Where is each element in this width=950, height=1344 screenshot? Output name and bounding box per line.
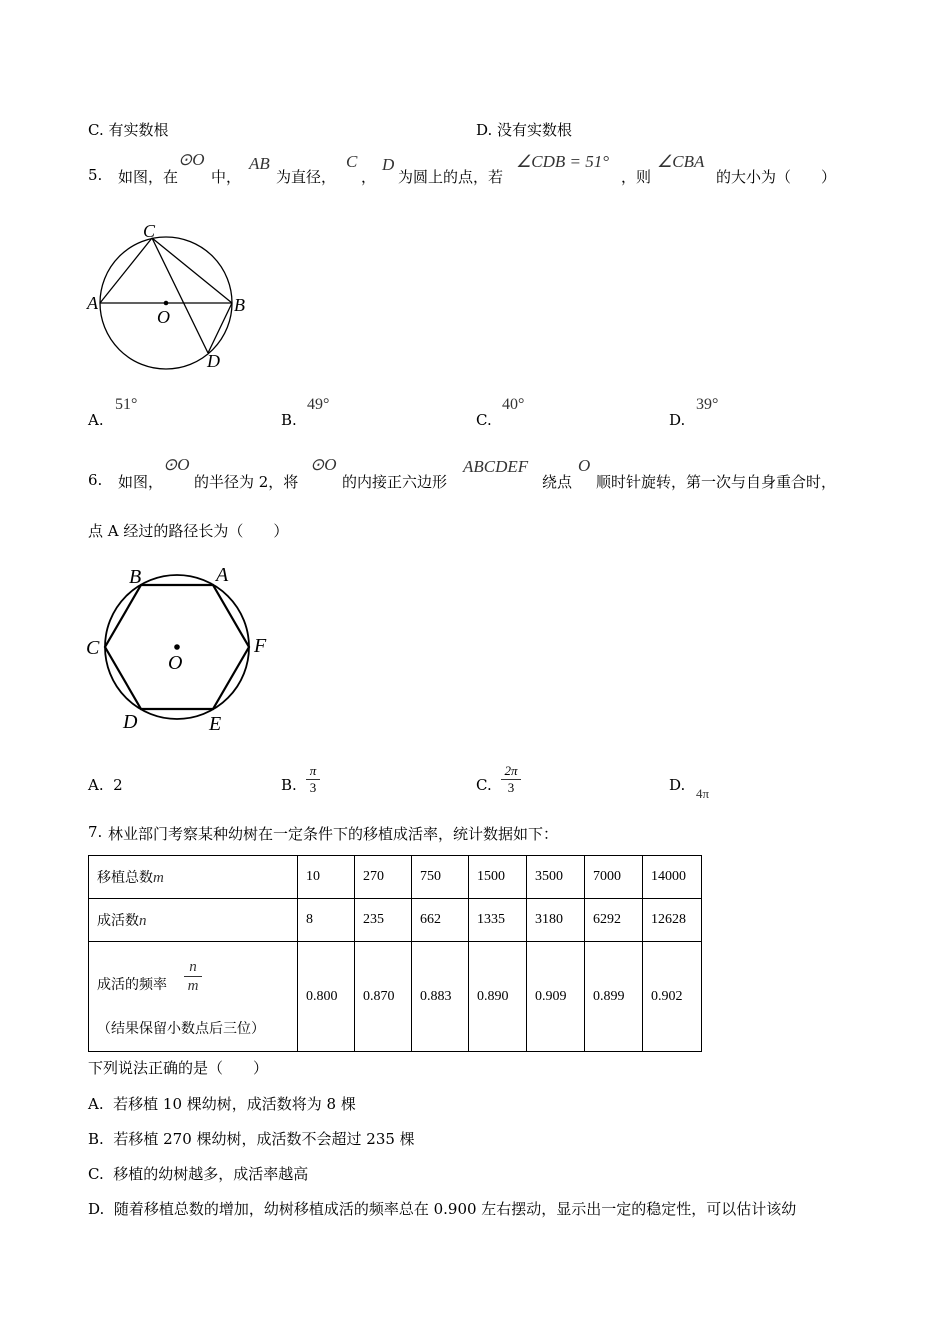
q6-label-b: B — [129, 566, 142, 588]
q5-ab: AB — [249, 154, 270, 173]
table-cell: 0.902 — [643, 942, 702, 1052]
table-cell: 0.800 — [298, 942, 355, 1052]
row-label: 成活的频率 — [97, 976, 167, 993]
q5-option-a-value: 51° — [115, 396, 138, 413]
q7-option-c — [88, 1163, 308, 1184]
option-text: 随着移植总数的增加，幼树移植成活的频率总在 0.900 左右摆动，显示出一定的稳定性，可以估计该幼 — [113, 1200, 797, 1218]
q6-hexagon-name: ABCDEF — [463, 457, 529, 476]
q6-circle-o: ⊙O — [163, 455, 190, 474]
q6-hexagon-figure — [80, 560, 280, 740]
q6-option-a — [88, 776, 123, 794]
table-cell: 12628 — [643, 899, 702, 942]
q6-text-line2: 点 A 经过的路径长为（ ） — [88, 522, 289, 540]
q5-segment-cd — [152, 238, 208, 353]
q5-d: D — [382, 155, 395, 174]
fraction-denominator: m — [187, 977, 199, 994]
table-cell: 750 — [412, 856, 469, 899]
q5-option-a-label: A. — [88, 411, 104, 429]
q6-label-o: O — [168, 652, 183, 674]
q6-option-d-label: D. — [669, 776, 686, 794]
q6-circle-o-2: ⊙O — [310, 455, 337, 474]
q6-text-2: 的半径为 2，将 — [194, 473, 299, 491]
q7-question: 下列说法正确的是（ ） — [88, 1059, 269, 1077]
q5-center-point — [164, 301, 169, 306]
q7-option-a — [88, 1093, 356, 1114]
option-label: D. — [88, 1200, 105, 1218]
q6-label-f: F — [254, 635, 267, 657]
q6-label-c: C — [86, 637, 100, 659]
q5-text-1: 如图，在 — [118, 168, 179, 186]
table-header-cell — [89, 942, 298, 1052]
q5-segment-ac — [100, 238, 152, 303]
q5-label-d: D — [207, 351, 220, 371]
row-label: 移植总数 — [97, 870, 153, 886]
option-text: 有实数根 — [108, 121, 169, 139]
fraction-numerator: 2π — [504, 763, 518, 778]
q6-text-3: 的内接正六边形 — [342, 473, 448, 491]
q5-option-d-value: 39° — [696, 396, 719, 413]
option-label: B. — [88, 1130, 104, 1148]
q5-text-2: 中， — [211, 168, 242, 186]
q5-text-6: ，则 — [621, 168, 652, 186]
table-cell: 270 — [355, 856, 412, 899]
q5-option-d-label: D. — [669, 411, 686, 429]
row-note: （结果保留小数点后三位） — [97, 1020, 265, 1037]
fraction-numerator: n — [189, 958, 197, 975]
table-cell: 14000 — [643, 856, 702, 899]
q7-option-b — [88, 1128, 415, 1149]
option-label: A. — [88, 1095, 104, 1113]
table-cell: 0.870 — [355, 942, 412, 1052]
q5-number: 5. — [88, 166, 103, 184]
option-text: 移植的幼树越多，成活率越高 — [113, 1165, 309, 1183]
table-cell: 0.899 — [585, 942, 643, 1052]
q4-option-c — [88, 119, 169, 140]
table-cell: 8 — [298, 899, 355, 942]
q5-circle-figure — [80, 215, 260, 375]
table-cell: 0.883 — [412, 942, 469, 1052]
table-cell: 3500 — [527, 856, 585, 899]
q4-option-d — [476, 119, 572, 140]
q5-label-c: C — [143, 221, 156, 241]
q5-option-c-value: 40° — [502, 396, 525, 413]
q6-option-d-value: 4π — [696, 786, 710, 801]
table-cell: 235 — [355, 899, 412, 942]
q6-center-point — [174, 644, 180, 650]
row-variable: n — [139, 913, 147, 929]
option-value: 2 — [113, 776, 123, 794]
q5-condition: ∠CDB = 51° — [516, 152, 610, 171]
row-label: 成活数 — [97, 913, 139, 929]
option-label: A. — [88, 776, 104, 794]
table-row — [89, 856, 702, 899]
frequency-label — [97, 956, 297, 1008]
table-header-cell — [89, 856, 298, 899]
q6-text-4: 绕点 — [542, 473, 573, 491]
q6-option-b-label: B. — [281, 776, 297, 794]
table-cell: 1500 — [469, 856, 527, 899]
q6-text-1: 如图， — [118, 473, 164, 491]
table-cell: 7000 — [585, 856, 643, 899]
q5-option-b-value: 49° — [307, 396, 330, 413]
q5-label-b: B — [234, 295, 245, 315]
q6-text-5: 顺时针旋转，第一次与自身重合时， — [596, 473, 837, 491]
q5-text-3: 为直径， — [276, 168, 337, 186]
q6-label-a: A — [216, 564, 229, 586]
q5-circle-o: ⊙O — [178, 150, 205, 169]
frequency-fraction — [184, 958, 202, 995]
row-variable: m — [153, 870, 164, 886]
q6-option-c-fraction — [500, 763, 522, 796]
option-label: C. — [88, 1165, 104, 1183]
table-cell: 0.909 — [527, 942, 585, 1052]
fraction-denominator: 3 — [309, 780, 317, 795]
q5-text-7: 的大小为（ ） — [716, 168, 837, 186]
q7-option-d — [88, 1198, 796, 1219]
q5-text-5: 为圆上的点，若 — [398, 168, 504, 186]
table-cell: 6292 — [585, 899, 643, 942]
option-label: C. — [88, 121, 104, 139]
fraction-numerator: π — [309, 763, 317, 778]
q5-label-a: A — [87, 293, 98, 313]
option-text: 若移植 10 棵幼树，成活数将为 8 棵 — [113, 1095, 356, 1113]
table-cell: 662 — [412, 899, 469, 942]
q6-label-e: E — [209, 713, 222, 735]
q6-label-d: D — [123, 711, 138, 733]
q5-target-angle: ∠CBA — [657, 152, 705, 171]
q5-segment-bd — [208, 303, 232, 353]
fraction-denominator: 3 — [507, 780, 515, 795]
q7-number: 7. — [88, 823, 103, 841]
q5-label-o: O — [157, 307, 170, 327]
table-row — [89, 942, 702, 1052]
q5-text-4: ， — [361, 168, 377, 186]
table-header-cell — [89, 899, 298, 942]
table-cell: 3180 — [527, 899, 585, 942]
table-cell: 10 — [298, 856, 355, 899]
q5-c: C — [346, 152, 358, 171]
q6-number: 6. — [88, 471, 103, 489]
option-text: 没有实数根 — [497, 121, 573, 139]
q7-data-table — [88, 855, 702, 1052]
option-text: 若移植 270 棵幼树，成活数不会超过 235 棵 — [113, 1130, 415, 1148]
q7-stem: 林业部门考察某种幼树在一定条件下的移植成活率，统计数据如下： — [108, 825, 559, 843]
q5-option-c-label: C. — [476, 411, 492, 429]
q6-option-c-label: C. — [476, 776, 492, 794]
table-row — [89, 899, 702, 942]
option-label: D. — [476, 121, 493, 139]
q5-option-b-label: B. — [281, 411, 297, 429]
q6-option-b-fraction — [305, 763, 321, 796]
q5-segment-cb — [152, 238, 232, 303]
table-cell: 1335 — [469, 899, 527, 942]
table-cell: 0.890 — [469, 942, 527, 1052]
q6-point-o: O — [578, 456, 591, 475]
